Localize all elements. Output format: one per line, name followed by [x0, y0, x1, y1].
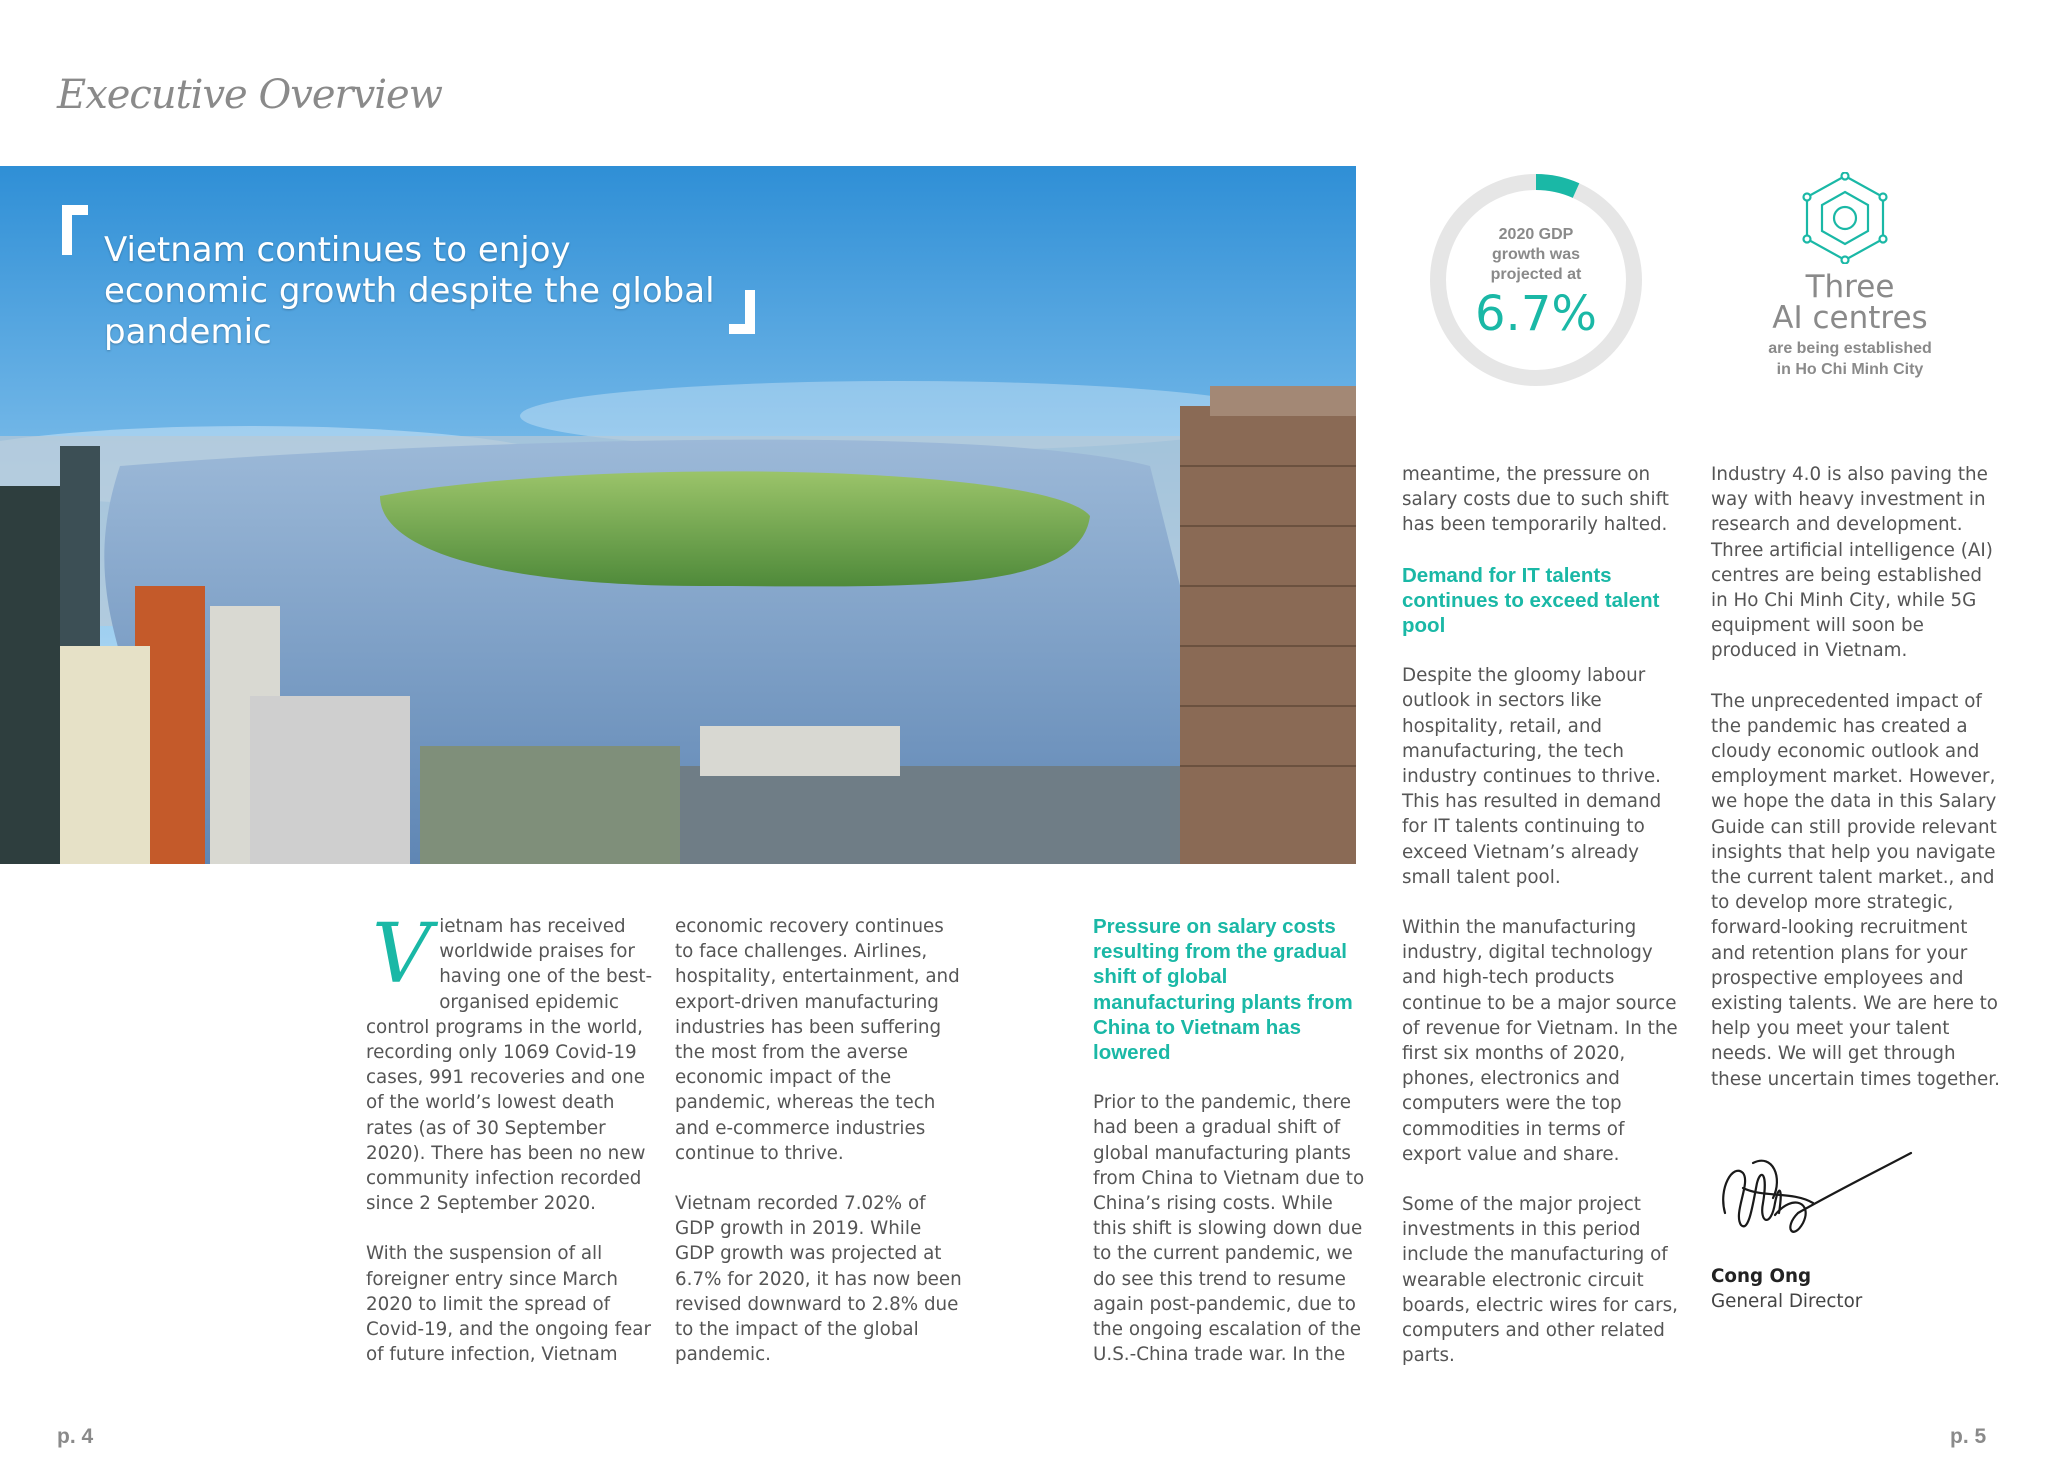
signature-image: [1713, 1143, 1913, 1251]
ai-sub2: in Ho Chi Minh City: [1776, 361, 1924, 378]
intro-paragraph-text: ietnam has received worldwide praises for having one of the best-organised epidemic control programs in the world, recording only 1069 Covid-19 cases, 991 recoveries and one of the world’s lowest death rates (as of 30 September 2020). There has been no new community infection recorded since 2 September 2020.: [366, 916, 653, 1215]
gdp-stat: [1426, 225, 1646, 343]
paragraph: economic recovery continues to face challenges. Airlines, hospitality, entertainment, and export-driven manufacturing industries has been suffering the most from the averse economic impact of the pandemic, whereas the tech and e-commerce industries continue to thrive.: [675, 916, 960, 1164]
paragraph: With the suspension of all foreigner entry since March 2020 to limit the spread of Covid-19, and the ongoing fear of future infection, Vietnam: [366, 1243, 651, 1366]
page-number-right: p. 5: [1950, 1425, 1987, 1448]
gdp-label-line3: projected at: [1490, 266, 1582, 283]
gdp-label-line1: 2020 GDP: [1498, 226, 1574, 243]
hero-headline: Vietnam continues to enjoy economic growth despite the global pandemic: [104, 230, 715, 352]
section-heading: Pressure on salary costs resulting from the gradual shift of global manufacturing plants from China to Vietnam has lowered: [1093, 915, 1353, 1065]
paragraph: Despite the gloomy labour outlook in sectors like hospitality, retail, and manufacturing, the tech industry continues to thrive. This has resulted in demand for IT talents continuing to exceed Vietnam’s already small talent pool.: [1402, 665, 1662, 888]
quote-close-icon: [729, 290, 755, 334]
article-column-2: [675, 914, 965, 1392]
paragraph: Industry 4.0 is also paving the way with heavy investment in research and development. Three artificial intelligence (AI) centres are being established in Ho Chi Minh City, while 5G equipment will soon be produced in Vietnam.: [1711, 464, 1993, 662]
section-heading: Demand for IT talents continues to exceed talent pool: [1402, 563, 1660, 638]
ai-stat: [1720, 269, 1980, 380]
signatory-name: Cong Ong: [1711, 1266, 1812, 1287]
drop-cap: V: [372, 907, 432, 1002]
ai-line2: AI centres: [1772, 300, 1928, 336]
signatory-title: General Director: [1711, 1291, 1863, 1312]
paragraph: Vietnam recorded 7.02% of GDP growth in 2019. While GDP growth was projected at 6.7% for 2020, it has now been revised downward to 2.8% due to the impact of the global pandemic.: [675, 1193, 962, 1366]
ai-sub1: are being established: [1768, 340, 1932, 357]
article-column-5: [1711, 462, 2001, 1117]
article-column-4: [1402, 462, 1688, 1394]
section-title: Executive Overview: [57, 72, 442, 118]
article-column-1: [366, 907, 658, 1392]
intro-paragraph: [366, 907, 658, 1216]
gdp-value: 6.7%: [1475, 286, 1597, 342]
paragraph: Some of the major project investments in this period include the manufacturing of wearable electronic circuit boards, electric wires for cars, computers and other related parts.: [1402, 1194, 1678, 1367]
paragraph: Within the manufacturing industry, digital technology and high-tech products continue to be a major source of revenue for Vietnam. In the first six months of 2020, phones, electronics and computers were the top commodities in terms of export value and share.: [1402, 917, 1678, 1165]
page-number-left: p. 4: [57, 1425, 94, 1448]
ai-hexagon-icon: [1800, 172, 1890, 264]
paragraph: Prior to the pandemic, there had been a gradual shift of global manufacturing plants from China to Vietnam due to China’s rising costs. While this shift is slowing down due to the current pandemic, we do see this trend to resume again post-pandemic, due to the ongoing escalation of the U.S.-China trade war. In the: [1093, 1092, 1365, 1366]
paragraph: meantime, the pressure on salary costs due to such shift has been temporarily halted.: [1402, 464, 1669, 536]
paragraph: The unprecedented impact of the pandemic has created a cloudy economic outlook and employment market. However, we hope the data in this Salary Guide can still provide relevant insights that help you navigate the current talent market., and to develop more strategic, forward-looking recruitment and retention plans for your prospective employees and existing talents. We are here to help you meet your talent needs. We will get through these uncertain times together.: [1711, 690, 2000, 1090]
ai-line1: Three: [1805, 269, 1895, 305]
quote-open-icon: [62, 205, 88, 255]
gdp-label-line2: growth was: [1491, 246, 1580, 263]
article-column-3: [1093, 914, 1369, 1392]
